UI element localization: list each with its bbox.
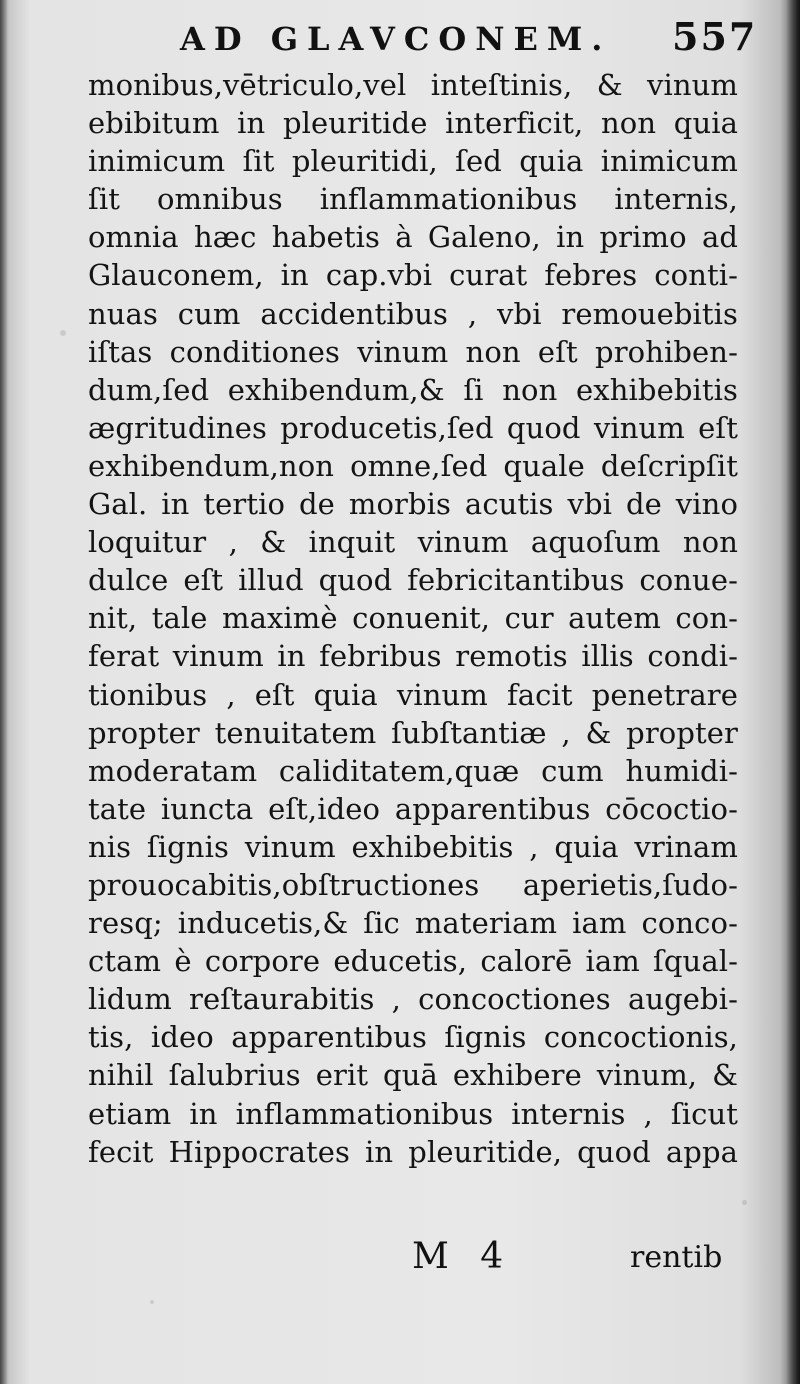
text-line: monibus,vētriculo,vel inteſtinis, & vinum (88, 68, 738, 102)
text-line: Gal. in tertio de morbis acutis vbi de vino (88, 487, 738, 522)
page-header (0, 14, 800, 66)
paper-speck (742, 1200, 747, 1205)
text-line: dulce eſt illud quod febricitantibus conue- (88, 563, 738, 598)
page-number: 557 (672, 14, 758, 59)
text-line: propter tenuitatem ſubſtantiæ , & propter (88, 715, 738, 750)
paper-speck (60, 330, 66, 336)
text-line: iſtas conditiones vinum non eſt prohiben- (88, 334, 738, 369)
text-line: ctam è corpore educetis, calorē iam ſqual- (88, 944, 738, 979)
text-line: Glauconem, in cap.vbi curat febres conti- (88, 258, 738, 293)
text-line: ferat vinum in febribus remotis illis condi- (88, 639, 738, 674)
page-edge-shadow (786, 0, 800, 1384)
paper-speck (150, 1300, 154, 1304)
text-line: nit, tale maximè conuenit, cur autem con- (88, 601, 738, 636)
body-text (88, 66, 738, 1171)
catchword: rentib (630, 1240, 723, 1275)
page-gutter-shadow (0, 0, 8, 1384)
text-line: fecit Hippocrates in pleuritide, quod appa (88, 1134, 738, 1169)
text-line: tis, ideo apparentibus ſignis concoctionis, (88, 1020, 738, 1055)
text-line: resq; inducetis,& ſic materiam iam conco- (88, 906, 738, 941)
page-footer (0, 1236, 800, 1286)
text-line: moderatam caliditatem,quæ cum humidi- (88, 753, 738, 788)
text-line: inimicum ſit pleuritidi, ſed quia inimicum (88, 144, 738, 179)
running-head: AD GLAVCONEM. (180, 20, 612, 58)
text-line: exhibendum,non omne,ſed quale deſcripſit (88, 448, 738, 483)
text-line: ſit omnibus inflammationibus internis, (88, 182, 738, 217)
text-line: nihil ſalubrius erit quā exhibere vinum, & (88, 1058, 738, 1093)
signature-mark: M 4 (412, 1236, 514, 1277)
text-line: prouocabitis,obſtructiones aperietis,ſudo- (88, 867, 738, 902)
text-line: etiam in inflammationibus internis , ſicut (88, 1096, 738, 1131)
text-line: nis ſignis vinum exhibebitis , quia vrinam (88, 829, 738, 864)
text-line: omnia hæc habetis à Galeno, in primo ad (88, 220, 738, 255)
text-line: lidum reſtaurabitis , concoctiones augebi- (88, 982, 738, 1017)
text-line: ebibitum in pleuritide interficit, non quia (88, 106, 738, 141)
text-line: tate iuncta eſt,ideo apparentibus cōcoctio- (88, 791, 738, 826)
text-line: loquitur , & inquit vinum aquoſum non (88, 525, 738, 560)
text-line: tionibus , eſt quia vinum facit penetrare (88, 677, 738, 712)
text-line: ægritudines producetis,ſed quod vinum eſt (88, 410, 738, 445)
text-line: dum,ſed exhibendum,& ſi non exhibebitis (88, 372, 738, 407)
text-line: nuas cum accidentibus , vbi remouebitis (88, 296, 738, 331)
